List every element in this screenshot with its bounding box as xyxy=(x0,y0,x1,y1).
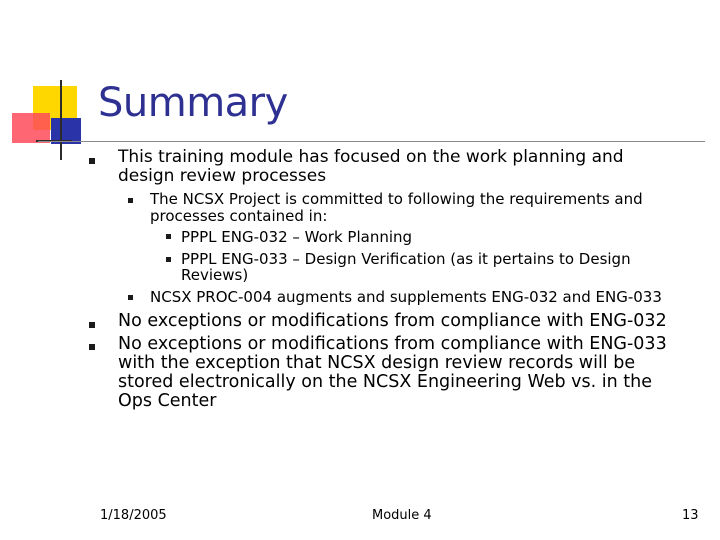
slide-title: Summary xyxy=(98,80,288,126)
title-divider xyxy=(38,141,705,142)
bullet-icon xyxy=(89,322,95,328)
bullet-3-line-1: No exceptions or modifications from compliance with ENG-033 xyxy=(118,334,667,354)
sub-bullet-2: NCSX PROC-004 augments and supplements ENG-032 and ENG-033 xyxy=(150,288,662,306)
footer-date: 1/18/2005 xyxy=(100,508,167,523)
sub-sub-bullet-icon xyxy=(166,257,171,262)
bullet-2: No exceptions or modifications from compliance with ENG-032 xyxy=(118,311,667,331)
bullet-3-line-3: stored electronically on the NCSX Engineering Web vs. in the xyxy=(118,372,652,392)
sub-sub-bullet-icon xyxy=(166,234,171,239)
footer-page-number: 13 xyxy=(682,508,699,523)
sub-sub-bullet-2-line-2: Reviews) xyxy=(181,266,249,284)
sub-bullet-icon xyxy=(128,295,133,300)
sub-bullet-1-line-2: processes contained in: xyxy=(150,207,328,225)
logo-vertical-line xyxy=(60,80,62,160)
bullet-1-line-2: design review processes xyxy=(118,166,327,186)
bullet-1-line-1: This training module has focused on the work planning and xyxy=(118,147,624,167)
footer-module: Module 4 xyxy=(372,508,432,523)
logo-red-square xyxy=(12,113,50,143)
sub-bullet-1-line-1: The NCSX Project is committed to following the requirements and xyxy=(150,190,643,208)
bullet-icon xyxy=(89,158,95,164)
sub-sub-bullet-1: PPPL ENG-032 – Work Planning xyxy=(181,228,413,246)
bullet-3-line-2: with the exception that NCSX design review records will be xyxy=(118,353,636,373)
bullet-icon xyxy=(89,344,95,350)
sub-sub-bullet-2-line-1: PPPL ENG-033 – Design Verification (as it pertains to Design xyxy=(181,250,631,268)
sub-bullet-icon xyxy=(128,198,133,203)
bullet-3-line-4: Ops Center xyxy=(118,391,217,411)
